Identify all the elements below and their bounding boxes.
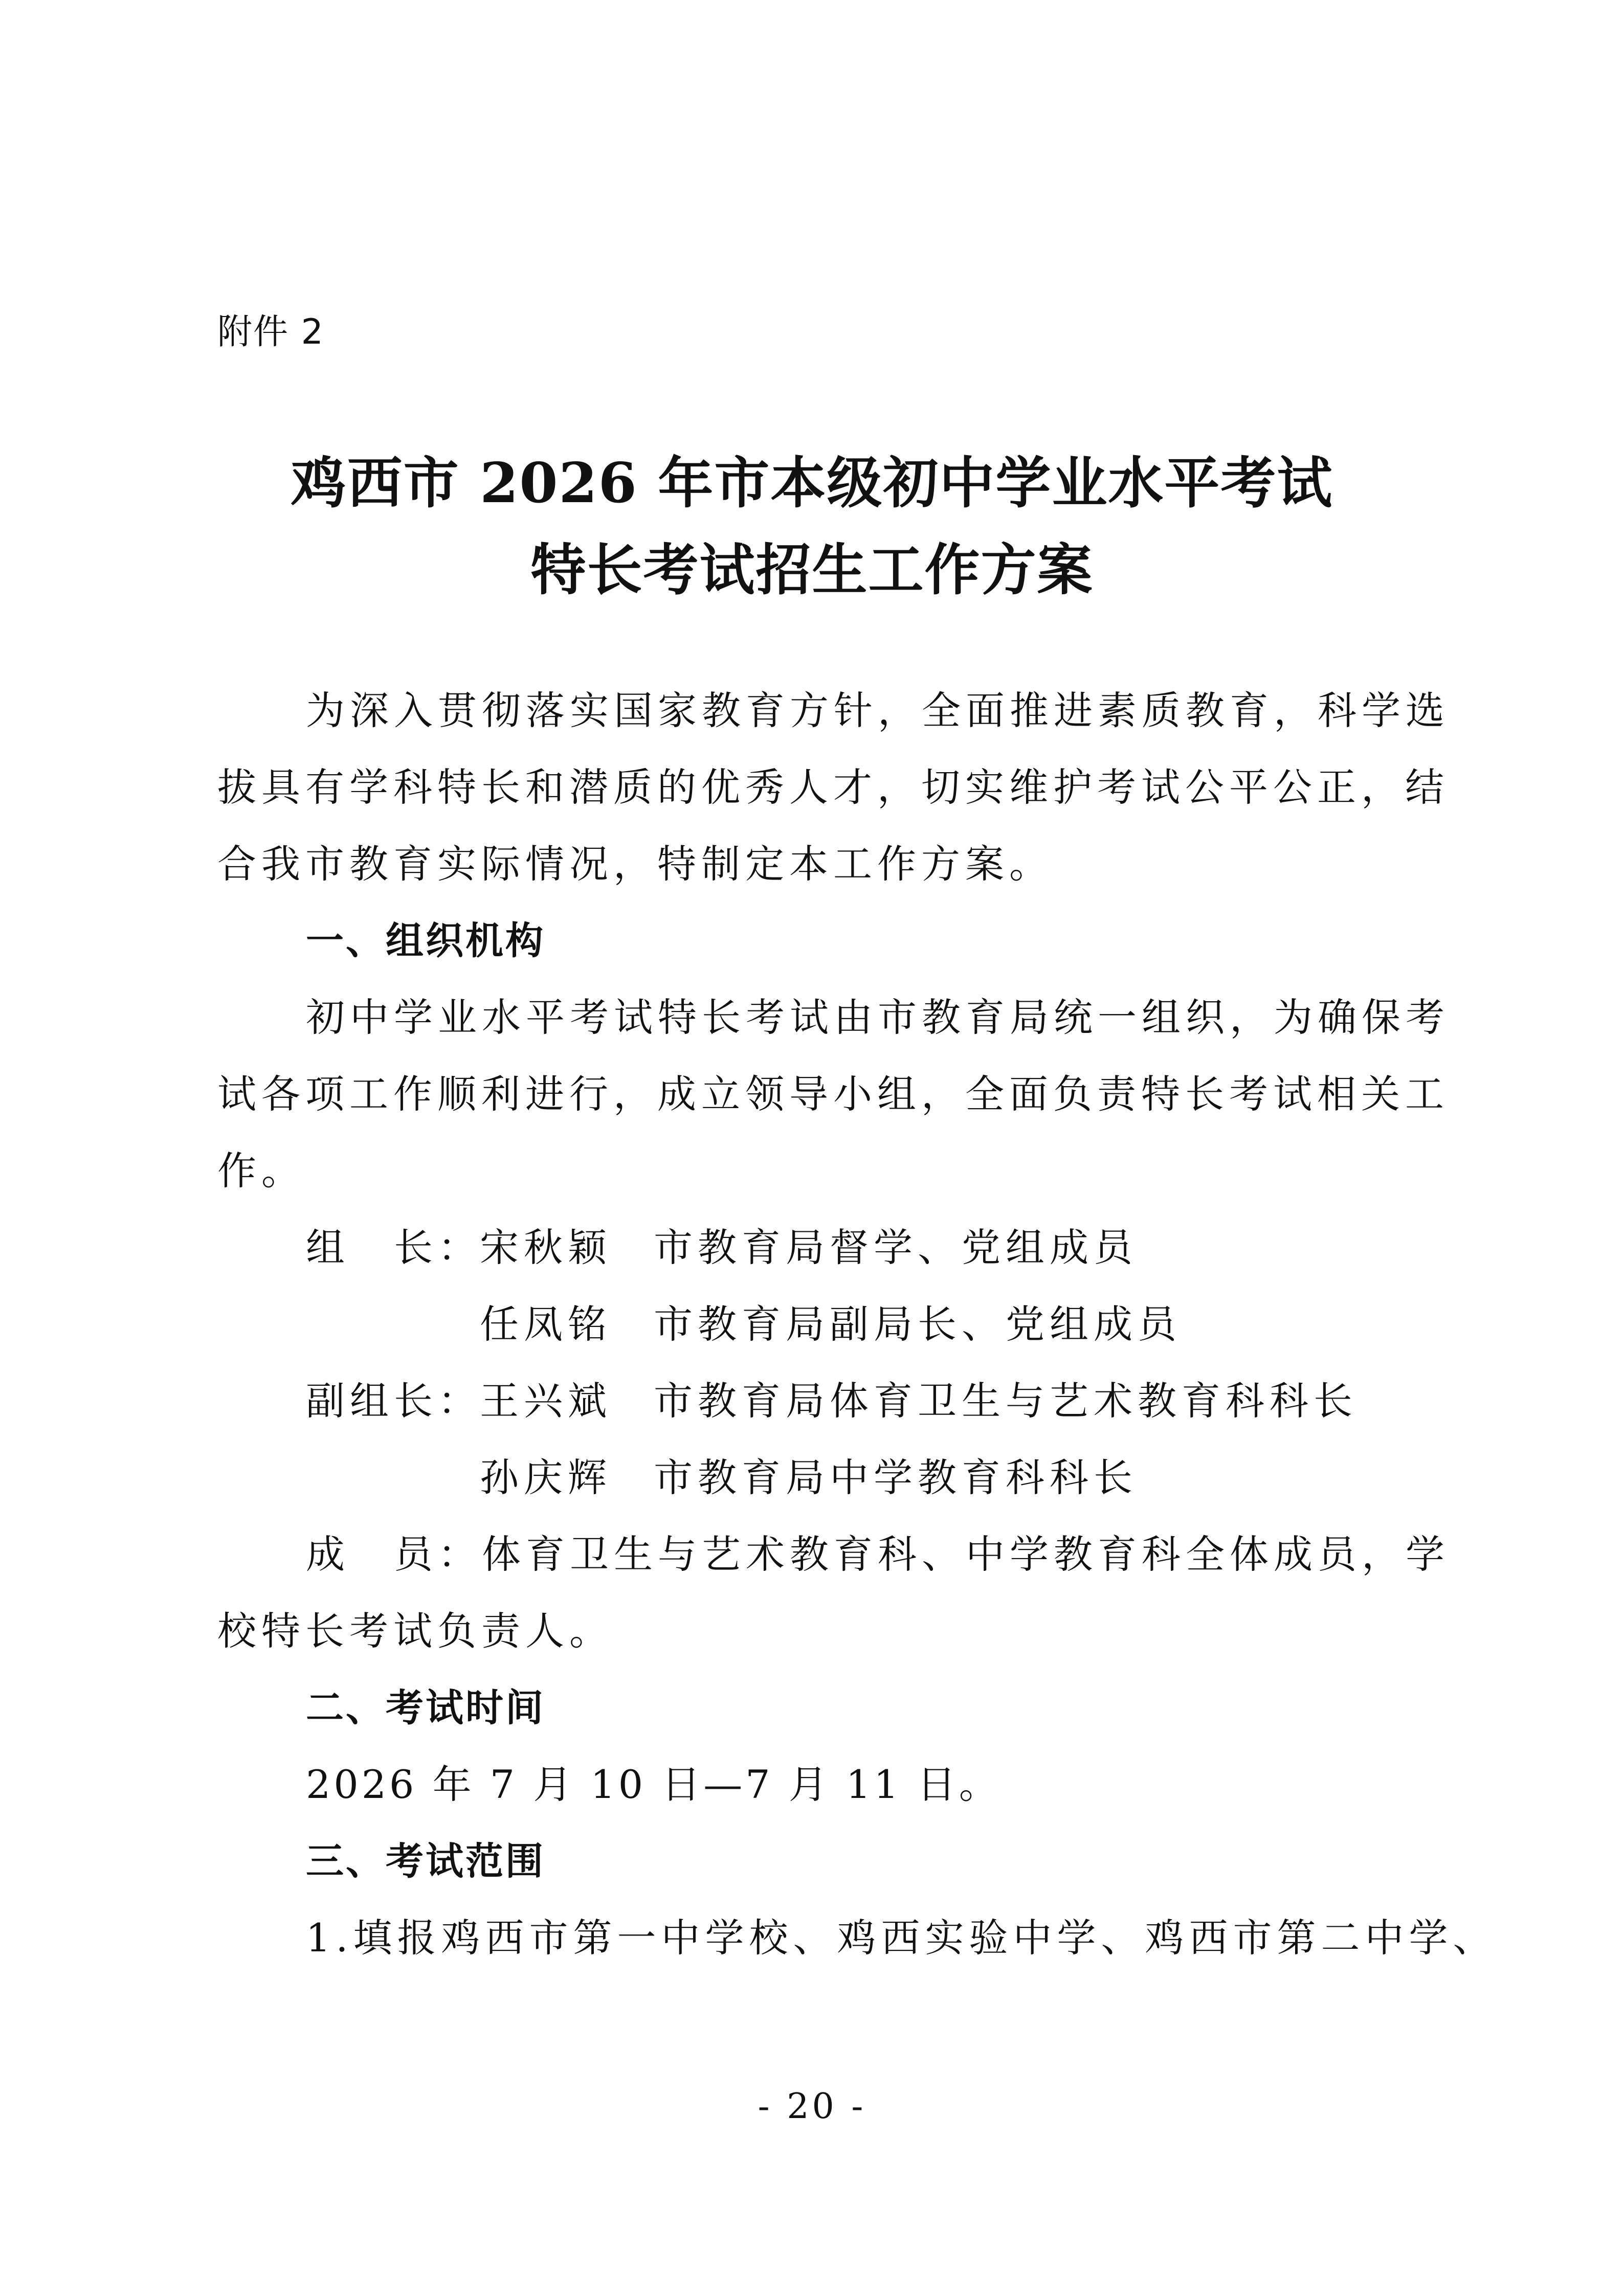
page-number: - 20 - (758, 2086, 866, 2127)
exam-scope-item-1-line-1: 1.填报鸡西市第一中学校、鸡西实验中学、鸡西市第二中学、 (306, 1915, 1497, 1961)
section-heading-organization: 一、组织机构 (306, 919, 545, 963)
intro-line-3: 合我市教育实际情况，特制定本工作方案。 (217, 841, 1053, 887)
section-heading-exam-time: 二、考试时间 (306, 1686, 545, 1730)
deputy-leader-role: 副组长： (306, 1378, 482, 1424)
leader-title: 市教育局副局长、党组成员 (654, 1301, 1182, 1347)
leader-name: 任凤铭 (480, 1301, 612, 1347)
organization-para-line-3: 作。 (217, 1148, 305, 1194)
section-heading-exam-scope: 三、考试范围 (306, 1839, 545, 1883)
members-line-2: 校特长考试负责人。 (217, 1608, 613, 1654)
document-title-line-1: 鸡西市 2026 年市本级初中学业水平考试 (291, 451, 1333, 515)
deputy-leader-title: 市教育局中学教育科科长 (654, 1455, 1138, 1500)
document-title-line-2: 特长考试招生工作方案 (530, 538, 1094, 602)
intro-line-1: 为深入贯彻落实国家教育方针，全面推进素质教育，科学选 (306, 688, 1450, 733)
members-line-1: 成 员：体育卫生与艺术教育科、中学教育科全体成员，学 (306, 1532, 1450, 1577)
deputy-leader-name: 王兴斌 (480, 1378, 612, 1424)
exam-time-text: 2026 年 7 月 10 日—7 月 11 日。 (306, 1762, 1001, 1807)
attachment-label: 附件 2 (217, 312, 324, 352)
organization-para-line-1: 初中学业水平考试特长考试由市教育局统一组织，为确保考 (306, 995, 1450, 1040)
leader-title: 市教育局督学、党组成员 (654, 1225, 1138, 1270)
organization-para-line-2: 试各项工作顺利进行，成立领导小组，全面负责特长考试相关工 (217, 1071, 1449, 1117)
leader-name: 宋秋颖 (480, 1225, 612, 1270)
intro-line-2: 拔具有学科特长和潜质的优秀人才，切实维护考试公平公正，结 (217, 764, 1449, 810)
deputy-leader-name: 孙庆辉 (480, 1455, 612, 1500)
leader-role: 组 长： (306, 1225, 482, 1270)
deputy-leader-title: 市教育局体育卫生与艺术教育科科长 (654, 1378, 1358, 1424)
